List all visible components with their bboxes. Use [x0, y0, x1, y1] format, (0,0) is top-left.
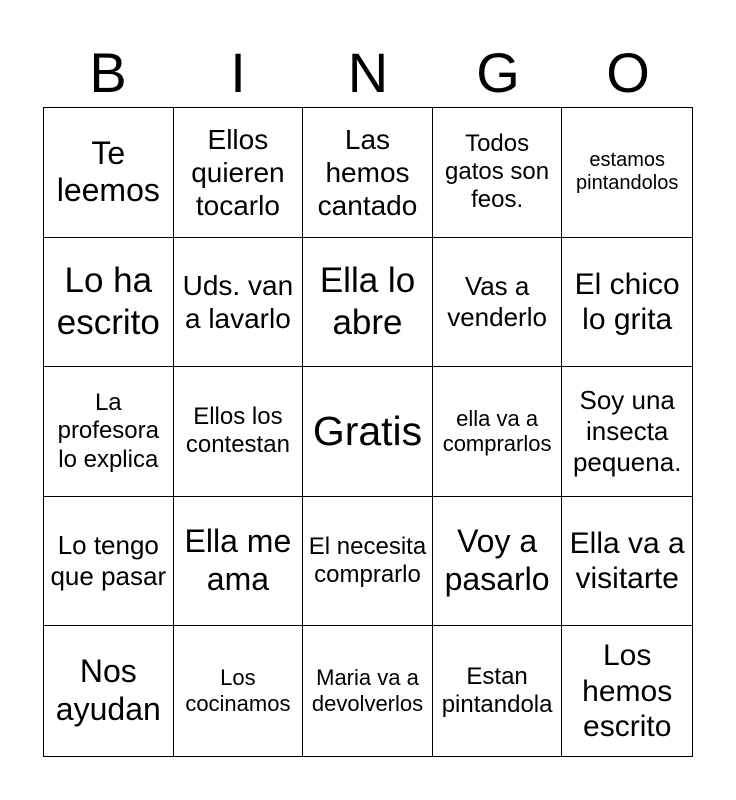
bingo-cell[interactable]: Soy una insecta pequena. — [562, 367, 692, 497]
header-letter-n: N — [347, 41, 389, 104]
bingo-cell[interactable]: Ella va a visitarte — [562, 497, 692, 627]
bingo-cell[interactable]: Nos ayudan — [44, 626, 174, 756]
bingo-cell[interactable]: Te leemos — [44, 108, 174, 238]
bingo-cell[interactable]: Las hemos cantado — [303, 108, 433, 238]
bingo-cell[interactable]: ella va a comprarlos — [433, 367, 563, 497]
bingo-cell[interactable]: Ellos los contestan — [174, 367, 304, 497]
bingo-cell[interactable]: Lo ha escrito — [44, 238, 174, 368]
bingo-cell[interactable]: El chico lo grita — [562, 238, 692, 368]
bingo-header — [43, 40, 693, 106]
bingo-cell[interactable]: Voy a pasarlo — [433, 497, 563, 627]
bingo-cell[interactable]: Lo tengo que pasar — [44, 497, 174, 627]
header-letter-i: I — [230, 41, 246, 104]
bingo-cell[interactable]: estamos pintandolos — [562, 108, 692, 238]
bingo-cell[interactable]: Ella me ama — [174, 497, 304, 627]
bingo-cell[interactable]: Los hemos escrito — [582, 639, 673, 743]
free-space-cell[interactable]: Gratis — [303, 367, 433, 497]
bingo-cell[interactable]: El necesita comprarlo — [303, 497, 433, 627]
bingo-cell[interactable]: Ella lo abre — [303, 238, 433, 368]
header-letter-o: O — [606, 41, 650, 104]
bingo-cell[interactable]: Vas a venderlo — [433, 238, 563, 368]
header-letter-g: G — [476, 41, 520, 104]
bingo-cell[interactable]: Ellos quieren tocarlo — [174, 108, 304, 238]
bingo-cell[interactable]: Uds. van a lavarlo — [174, 238, 304, 368]
header-letter-b: B — [89, 41, 127, 104]
bingo-cell[interactable]: Estan pintandola — [433, 626, 563, 756]
bingo-cell[interactable]: Los cocinamos — [174, 626, 304, 756]
bingo-cell[interactable]: La profesora lo explica — [44, 367, 174, 497]
bingo-board — [43, 107, 693, 757]
bingo-cell[interactable]: Maria va a devolverlos — [303, 626, 433, 756]
bingo-cell[interactable]: Todos gatos son feos. — [433, 108, 563, 238]
